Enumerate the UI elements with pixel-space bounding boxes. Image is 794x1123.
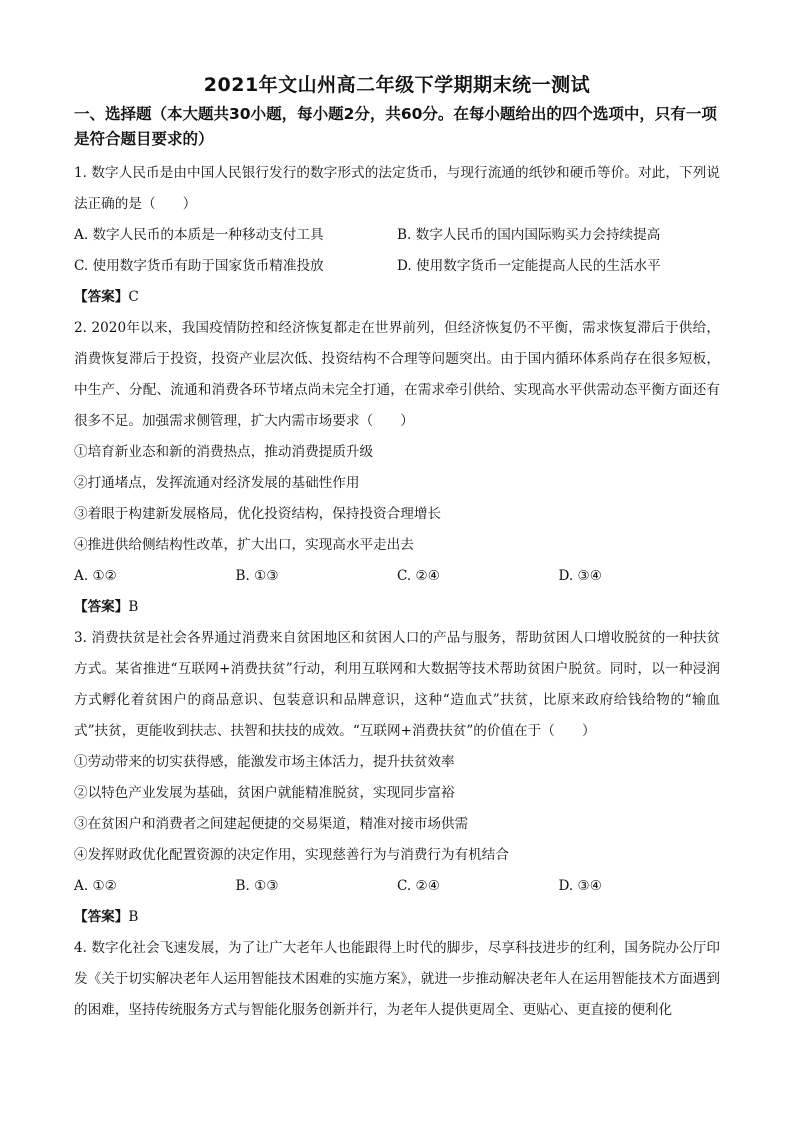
statement-4: ④推进供给侧结构性改革，扩大出口，实现高水平走出去 <box>74 537 414 553</box>
section-heading: 一、选择题（本大题共30小题，每小题2分，共60分。在每小题给出的四个选项中，只有一项是符合题目要求的） <box>74 105 717 148</box>
option-b: B. ①③ <box>235 878 279 894</box>
statement-2: ②以特色产业发展为基础，贫困户就能精准脱贫，实现同步富裕 <box>74 785 455 801</box>
option-b: B. ①③ <box>235 568 279 584</box>
statement-4: ④发挥财政优化配置资源的决定作用，实现慈善行为与消费行为有机结合 <box>74 847 509 863</box>
option-d: D. ③④ <box>558 878 602 894</box>
option-d: D. ③④ <box>558 568 602 584</box>
option-c: C. ②④ <box>397 568 440 584</box>
answer-tag: 【答案】 <box>74 909 129 925</box>
question-3 <box>74 623 720 933</box>
option-d: D. 使用数字货币一定能提高人民的生活水平 <box>397 258 661 274</box>
option-c: C. 使用数字货币有助于国家货币精准投放 <box>74 258 324 274</box>
option-a: A. ①② <box>74 878 117 894</box>
answer-value: C <box>128 289 139 305</box>
answer-line <box>74 902 720 933</box>
question-4 <box>74 933 720 1026</box>
statement-1: ①劳动带来的切实获得感，能激发市场主体活力，提升扶贫效率 <box>74 754 455 770</box>
answer-tag: 【答案】 <box>74 289 129 305</box>
question-stem: 1. 数字人民币是由中国人民银行发行的数字形式的法定货币，与现行流通的纸钞和硬币等价。对此，下列说法正确的是（ ） <box>74 165 720 212</box>
answer-value: B <box>128 599 139 615</box>
statement-3: ③着眼于构建新发展格局，优化投资结构，保持投资合理增长 <box>74 506 442 522</box>
options <box>74 871 720 902</box>
option-b: B. 数字人民币的国内国际购买力会持续提高 <box>397 227 661 243</box>
answer-value: B <box>128 909 139 925</box>
option-c: C. ②④ <box>397 878 440 894</box>
options <box>74 220 720 282</box>
statement-2: ②打通堵点，发挥流通对经济发展的基础性作用 <box>74 475 360 491</box>
answer-line <box>74 282 720 313</box>
question-1 <box>74 158 720 313</box>
question-stem: 3. 消费扶贫是社会各界通过消费来自贫困地区和贫困人口的产品与服务，帮助贫困人口增收脱贫的一种扶贫方式。某省推进“互联网+消费扶贫”行动，利用互联网和大数据等技术帮助贫困户脱贫。同时，以一种浸润方式孵化着贫困户的商品意识、包装意识和品牌意识，这种“造血式”扶贫，比原来政府给钱给物的“输血式”扶贫，更能收到扶志、扶智和扶技的成效。“互联网+消费扶贫”的价值在于（ ） <box>74 630 720 739</box>
exam-title: 2021年文山州高二年级下学期期末统一测试 <box>203 74 591 96</box>
question-2 <box>74 313 720 623</box>
option-a: A. 数字人民币的本质是一种移动支付工具 <box>74 227 324 243</box>
question-stem: 4. 数字化社会飞速发展，为了让广大老年人也能跟得上时代的脚步，尽享科技进步的红利，国务院办公厅印发《关于切实解决老年人运用智能技术困难的实施方案》，就进一步推动解决老年人在运用智能技术方面遇到的困难，坚持传统服务方式与智能化服务创新并行，为老年人提供更周全、更贴心、更直接的便利化 <box>74 940 720 1018</box>
statement-1: ①培育新业态和新的消费热点，推动消费提质升级 <box>74 444 374 460</box>
answer-tag: 【答案】 <box>74 599 129 615</box>
question-stem: 2. 2020年以来，我国疫情防控和经济恢复都走在世界前列，但经济恢复仍不平衡，需求恢复滞后于供给，消费恢复滞后于投资，投资产业层次低、投资结构不合理等问题突出。由于国内循环体系尚存在很多短板，中生产、分配、流通和消费各环节堵点尚未完全打通，在需求牵引供给、实现高水平供需动态平衡方面还有很多不足。加强需求侧管理，扩大内需市场要求（ ） <box>74 320 720 429</box>
options <box>74 561 720 592</box>
statement-3: ③在贫困户和消费者之间建起便捷的交易渠道，精准对接市场供需 <box>74 816 469 832</box>
answer-line <box>74 592 720 623</box>
option-a: A. ①② <box>74 568 117 584</box>
